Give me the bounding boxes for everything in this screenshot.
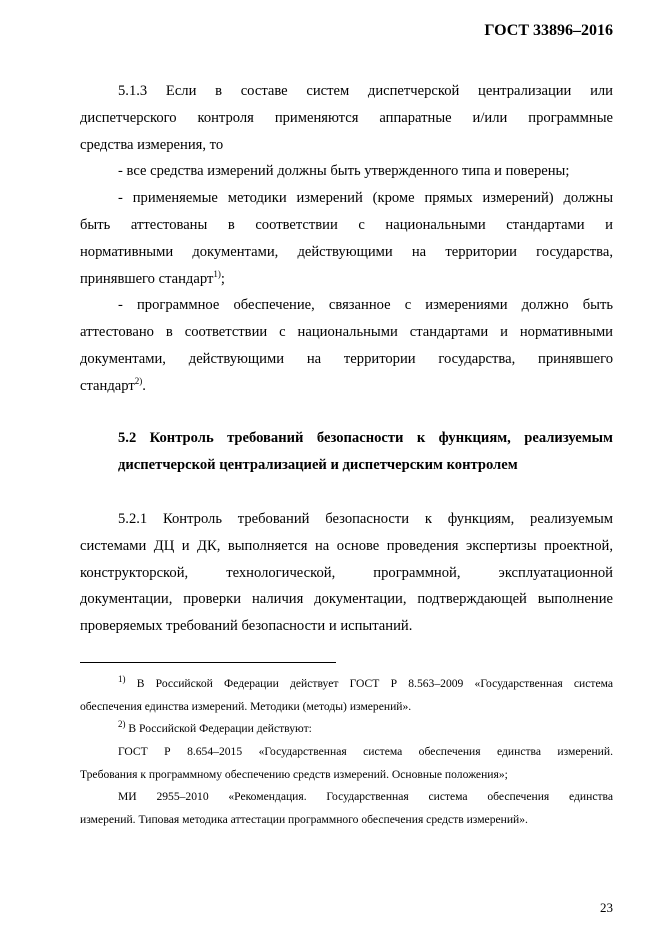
text-line	[80, 266, 613, 293]
heading-line: диспетчерской централизацией и диспетчерским контролем	[118, 456, 518, 473]
text-line: системами ДЦ и ДК, выполняется на основе проведения экспертизы проектной,	[80, 537, 613, 554]
footnote-1	[80, 673, 613, 696]
text-line: Требования к программному обеспечению средств измерений. Основные положения»;	[80, 767, 508, 781]
text-line: 5.2.1 Контроль требований безопасности к функциям, реализуемым	[118, 511, 613, 527]
text-line: измерений. Типовая методика аттестации программного обеспечения средств измерений».	[80, 813, 528, 827]
footnote-ref: 1)	[213, 268, 221, 279]
text-line: конструкторской, технологической, программной, эксплуатационной	[80, 564, 613, 581]
paragraph-5-2-1	[80, 506, 613, 640]
text-line: быть аттестованы в соответствии с национальными стандартами и	[80, 216, 613, 233]
text-line: нормативными документами, действующими на территории государства,	[80, 243, 613, 260]
text-line: документами, действующими на территории государства, принявшего	[80, 350, 613, 367]
list-item: - программное обеспечение, связанное с измерениями должно быть	[118, 297, 613, 314]
paragraph-5-1-3	[80, 78, 613, 400]
footnote-separator	[80, 662, 336, 663]
text-line: средства измерения, то	[80, 136, 224, 153]
text-line: диспетчерского контроля применяются аппаратные и/или программные	[80, 109, 613, 126]
text: В Российской Федерации действует ГОСТ Р 8.563–2009 «Государственная система	[136, 677, 614, 690]
text-line: документации, проверки наличия документации, подтверждающей выполнение	[80, 591, 613, 608]
footnote-mark: 2)	[118, 719, 126, 730]
text-line: аттестовано в соответствии с национальными стандартами и нормативными	[80, 324, 613, 341]
footnotes	[80, 673, 613, 832]
text-line: проверяемых требований безопасности и испытаний.	[80, 618, 413, 635]
text: стандарт	[80, 377, 135, 394]
list-item: - все средства измерений должны быть утвержденного типа и поверены;	[118, 163, 570, 180]
text: ;	[220, 270, 225, 287]
footnote-mark: 1)	[118, 674, 126, 685]
footnote-ref: 2)	[134, 375, 143, 386]
text-line	[80, 373, 613, 400]
text-line: МИ 2955–2010 «Рекомендация. Государственная система обеспечения единства	[118, 790, 613, 804]
list-item: - применяемые методики измерений (кроме прямых измерений) должны	[118, 190, 613, 207]
text-line: 5.1.3 Если в составе систем диспетчерской централизации или	[118, 83, 613, 99]
footnote-2	[80, 718, 613, 741]
section-heading-5-2	[80, 425, 613, 479]
text: принявшего стандарт	[80, 270, 214, 287]
text-line: обеспечения единства измерений. Методики (методы) измерений».	[80, 699, 412, 713]
document-header: ГОСТ 33896–2016	[484, 22, 613, 39]
page-number: 23	[600, 900, 613, 915]
text: .	[142, 377, 146, 394]
text-line: ГОСТ Р 8.654–2015 «Государственная система обеспечения единства измерений.	[118, 745, 613, 759]
text: В Российской Федерации действуют:	[128, 722, 312, 736]
heading-line: 5.2 Контроль требований безопасности к функциям, реализуемым	[118, 430, 613, 446]
